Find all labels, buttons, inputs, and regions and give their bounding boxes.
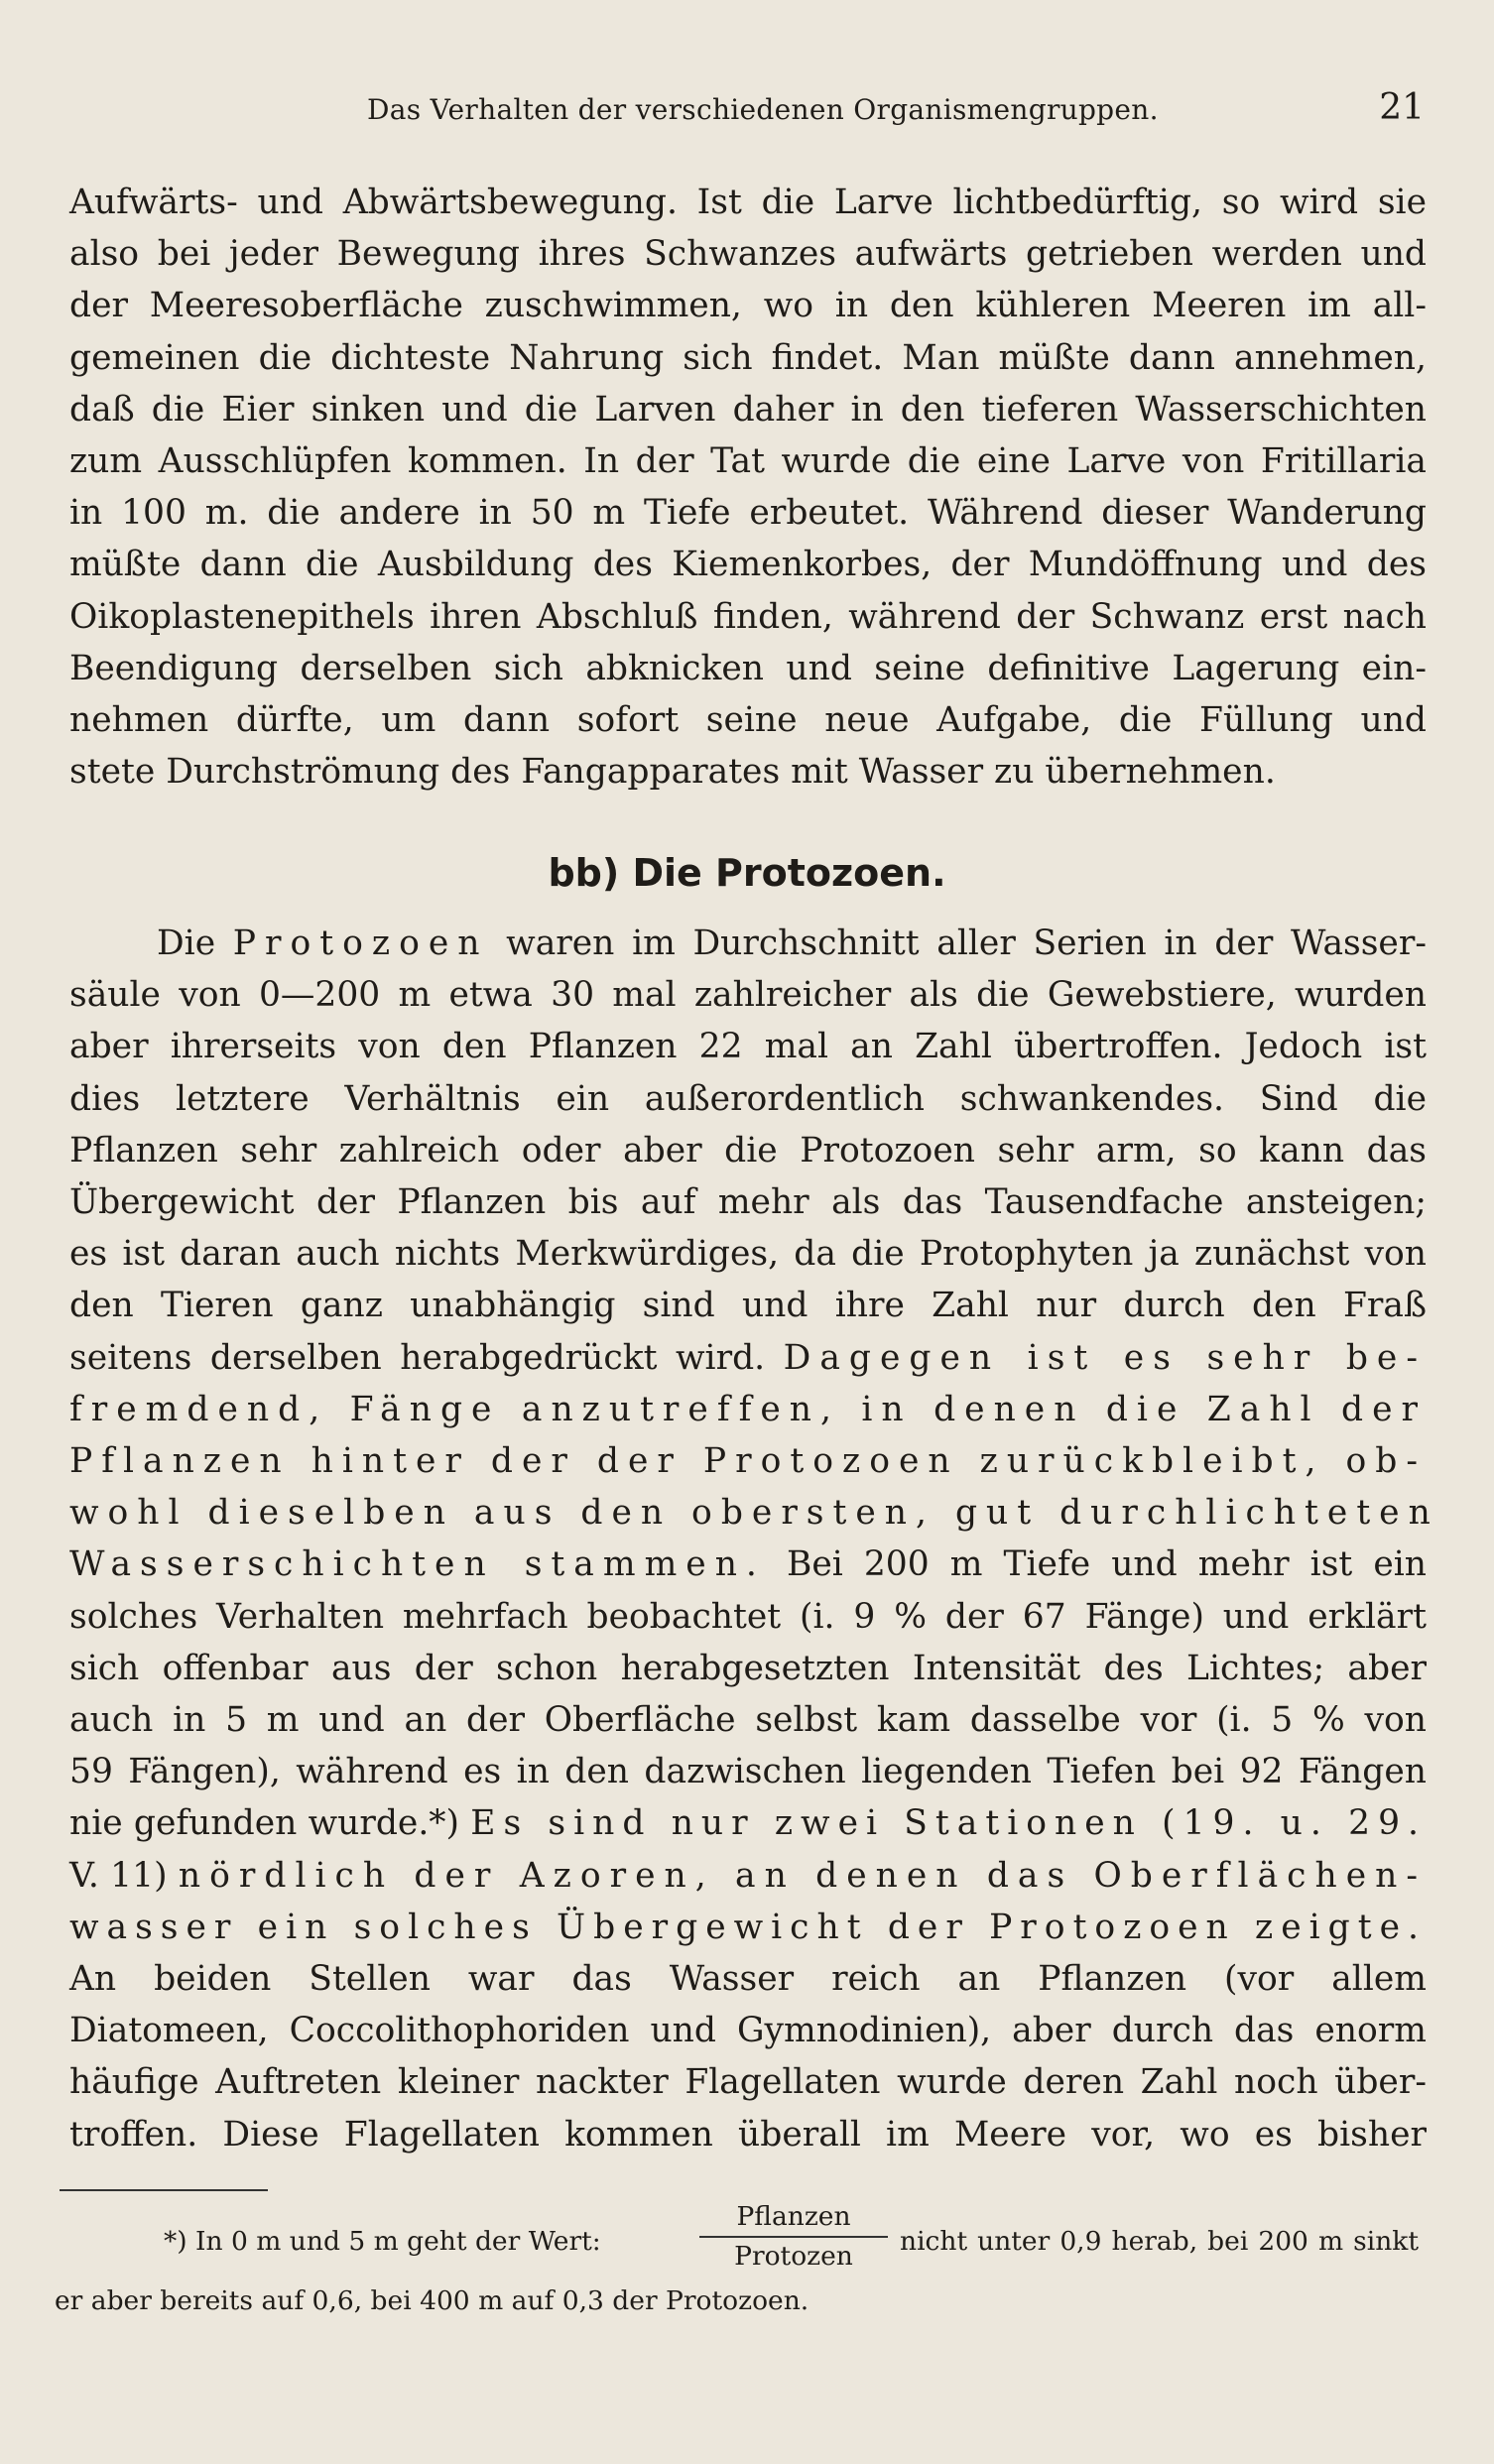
text-line	[69, 1539, 1427, 1590]
footnote-divider	[60, 2189, 268, 2191]
footnote-text: nicht unter 0,9 herab, bei 200 m sinkt	[900, 2226, 1419, 2257]
text-line: es ist daran auch nichts Merkwürdiges, da die Protophyten ja zunächst von	[69, 1234, 1427, 1275]
text-line	[69, 1797, 1427, 1849]
text-line: auch in 5 m und an der Oberfläche selbst kam dasselbe vor (i. 5 % von	[69, 1700, 1427, 1741]
text-line: Beendigung derselben sich abknicken und seine definitive Lagerung ein-	[69, 648, 1427, 688]
ratio-fraction	[699, 2200, 888, 2274]
text-line: Oikoplastenepithels ihren Abschluß finden, während der Schwanz erst nach	[69, 596, 1427, 637]
text-line: dies letztere Verhältnis ein außerordentlich schwankendes. Sind die	[69, 1078, 1427, 1119]
footnote-text: *) In 0 m und 5 m geht der Wert:	[164, 2226, 601, 2257]
fraction-denominator: Protozen	[734, 2241, 853, 2272]
emphasis-spaced: nördlich der Azoren, an denen das Oberflächen-	[178, 1855, 1427, 1896]
text-fragment: waren im Durchschnitt aller Serien in der Wasser-	[506, 924, 1427, 963]
text-line: stete Durchströmung des Fangapparates mit Wasser zu übernehmen.	[69, 752, 1276, 793]
text-line: müßte dann die Ausbildung des Kiemenkorbes, der Mundöffnung und des	[69, 545, 1427, 585]
text-line: in 100 m. die andere in 50 m Tiefe erbeutet. Während dieser Wanderung	[69, 493, 1427, 534]
footnote-line	[55, 2200, 1419, 2279]
running-title: Das Verhalten der verschiedenen Organismengruppen.	[367, 93, 1159, 126]
text-line: An beiden Stellen war das Wasser reich an Pflanzen (vor allem	[69, 1959, 1427, 2000]
text-fragment: Bei 200 m Tiefe und mehr ist ein	[786, 1544, 1428, 1585]
text-line	[69, 918, 1427, 969]
text-line: zum Ausschlüpfen kommen. In der Tat wurde die eine Larve von Fritillaria	[69, 441, 1427, 482]
text-line-spaced: Pflanzen hinter der der Protozoen zurückbleibt, ob-	[69, 1441, 1427, 1482]
footnote	[55, 2200, 1419, 2316]
text-line: säule von 0—200 m etwa 30 mal zahlreicher als die Gewebstiere, wurden	[69, 975, 1427, 1016]
text-fragment: Die	[157, 924, 216, 963]
text-fragment: V. 11)	[69, 1855, 168, 1896]
text-fragment: seitens derselben herabgedrückt wird.	[69, 1337, 766, 1378]
text-line: nehmen dürfte, um dann sofort seine neue Aufgabe, die Füllung und	[69, 700, 1427, 741]
text-line: solches Verhalten mehrfach beobachtet (i. 9 % der 67 Fänge) und erklärt	[69, 1596, 1427, 1637]
text-line: troffen. Diese Flagellaten kommen überall im Meere vor, wo es bisher	[69, 2114, 1427, 2155]
emphasis-spaced: Wasserschichten stammen.	[69, 1544, 766, 1585]
paragraph-appendicularia-larva	[69, 177, 1427, 798]
text-fragment: nie gefunden wurde.*)	[69, 1803, 460, 1844]
text-line: der Meeresoberfläche zuschwimmen, wo in den kühleren Meeren im all-	[69, 286, 1427, 326]
footnote-line: er aber bereits auf 0,6, bei 400 m auf 0,3 der Protozoen.	[55, 2285, 809, 2316]
text-line: den Tieren ganz unabhängig sind und ihre Zahl nur durch den Fraß	[69, 1286, 1427, 1326]
emphasis-spaced: Protozoen	[232, 924, 489, 963]
text-line	[69, 1332, 1427, 1384]
emphasis-spaced: Es sind nur zwei Stationen (19. u. 29.	[470, 1803, 1427, 1844]
running-header	[367, 87, 1425, 137]
text-line: Aufwärts- und Abwärtsbewegung. Ist die Larve lichtbedürftig, so wird sie	[69, 183, 1427, 222]
text-line: Diatomeen, Coccolithophoriden und Gymnodinien), aber durch das enorm	[69, 2011, 1427, 2051]
text-line	[69, 1850, 1427, 1902]
section-heading: bb) Die Protozoen.	[548, 851, 946, 895]
text-line: Übergewicht der Pflanzen bis auf mehr als das Tausendfache ansteigen;	[69, 1182, 1427, 1223]
text-line-spaced: wasser ein solches Übergewicht der Protozoen zeigte.	[69, 1907, 1427, 1947]
text-line: gemeinen die dichteste Nahrung sich findet. Man müßte dann annehmen,	[69, 337, 1427, 378]
text-line: also bei jeder Bewegung ihres Schwanzes aufwärts getrieben werden und	[69, 234, 1427, 275]
text-line: Pflanzen sehr zahlreich oder aber die Protozoen sehr arm, so kann das	[69, 1130, 1427, 1170]
paragraph-protozoa	[69, 918, 1439, 2160]
text-line-spaced: wohl dieselben aus den obersten, gut durchlichteten	[69, 1493, 1439, 1534]
text-line: sich offenbar aus der schon herabgesetzten Intensität des Lichtes; aber	[69, 1648, 1427, 1688]
text-line-spaced: fremdend, Fänge anzutreffen, in denen die Zahl der	[69, 1389, 1427, 1429]
text-line: 59 Fängen), während es in den dazwischen liegenden Tiefen bei 92 Fängen	[69, 1752, 1427, 1792]
page-number: 21	[1379, 87, 1425, 128]
emphasis-spaced: Dagegen ist es sehr be-	[783, 1337, 1427, 1378]
text-line: daß die Eier sinken und die Larven daher in den tieferen Wasserschichten	[69, 389, 1427, 430]
text-line: häufige Auftreten kleiner nackter Flagellaten wurde deren Zahl noch über-	[69, 2062, 1427, 2103]
text-line: aber ihrerseits von den Pflanzen 22 mal an Zahl übertroffen. Jedoch ist	[69, 1027, 1427, 1067]
fraction-numerator: Pflanzen	[699, 2200, 888, 2238]
